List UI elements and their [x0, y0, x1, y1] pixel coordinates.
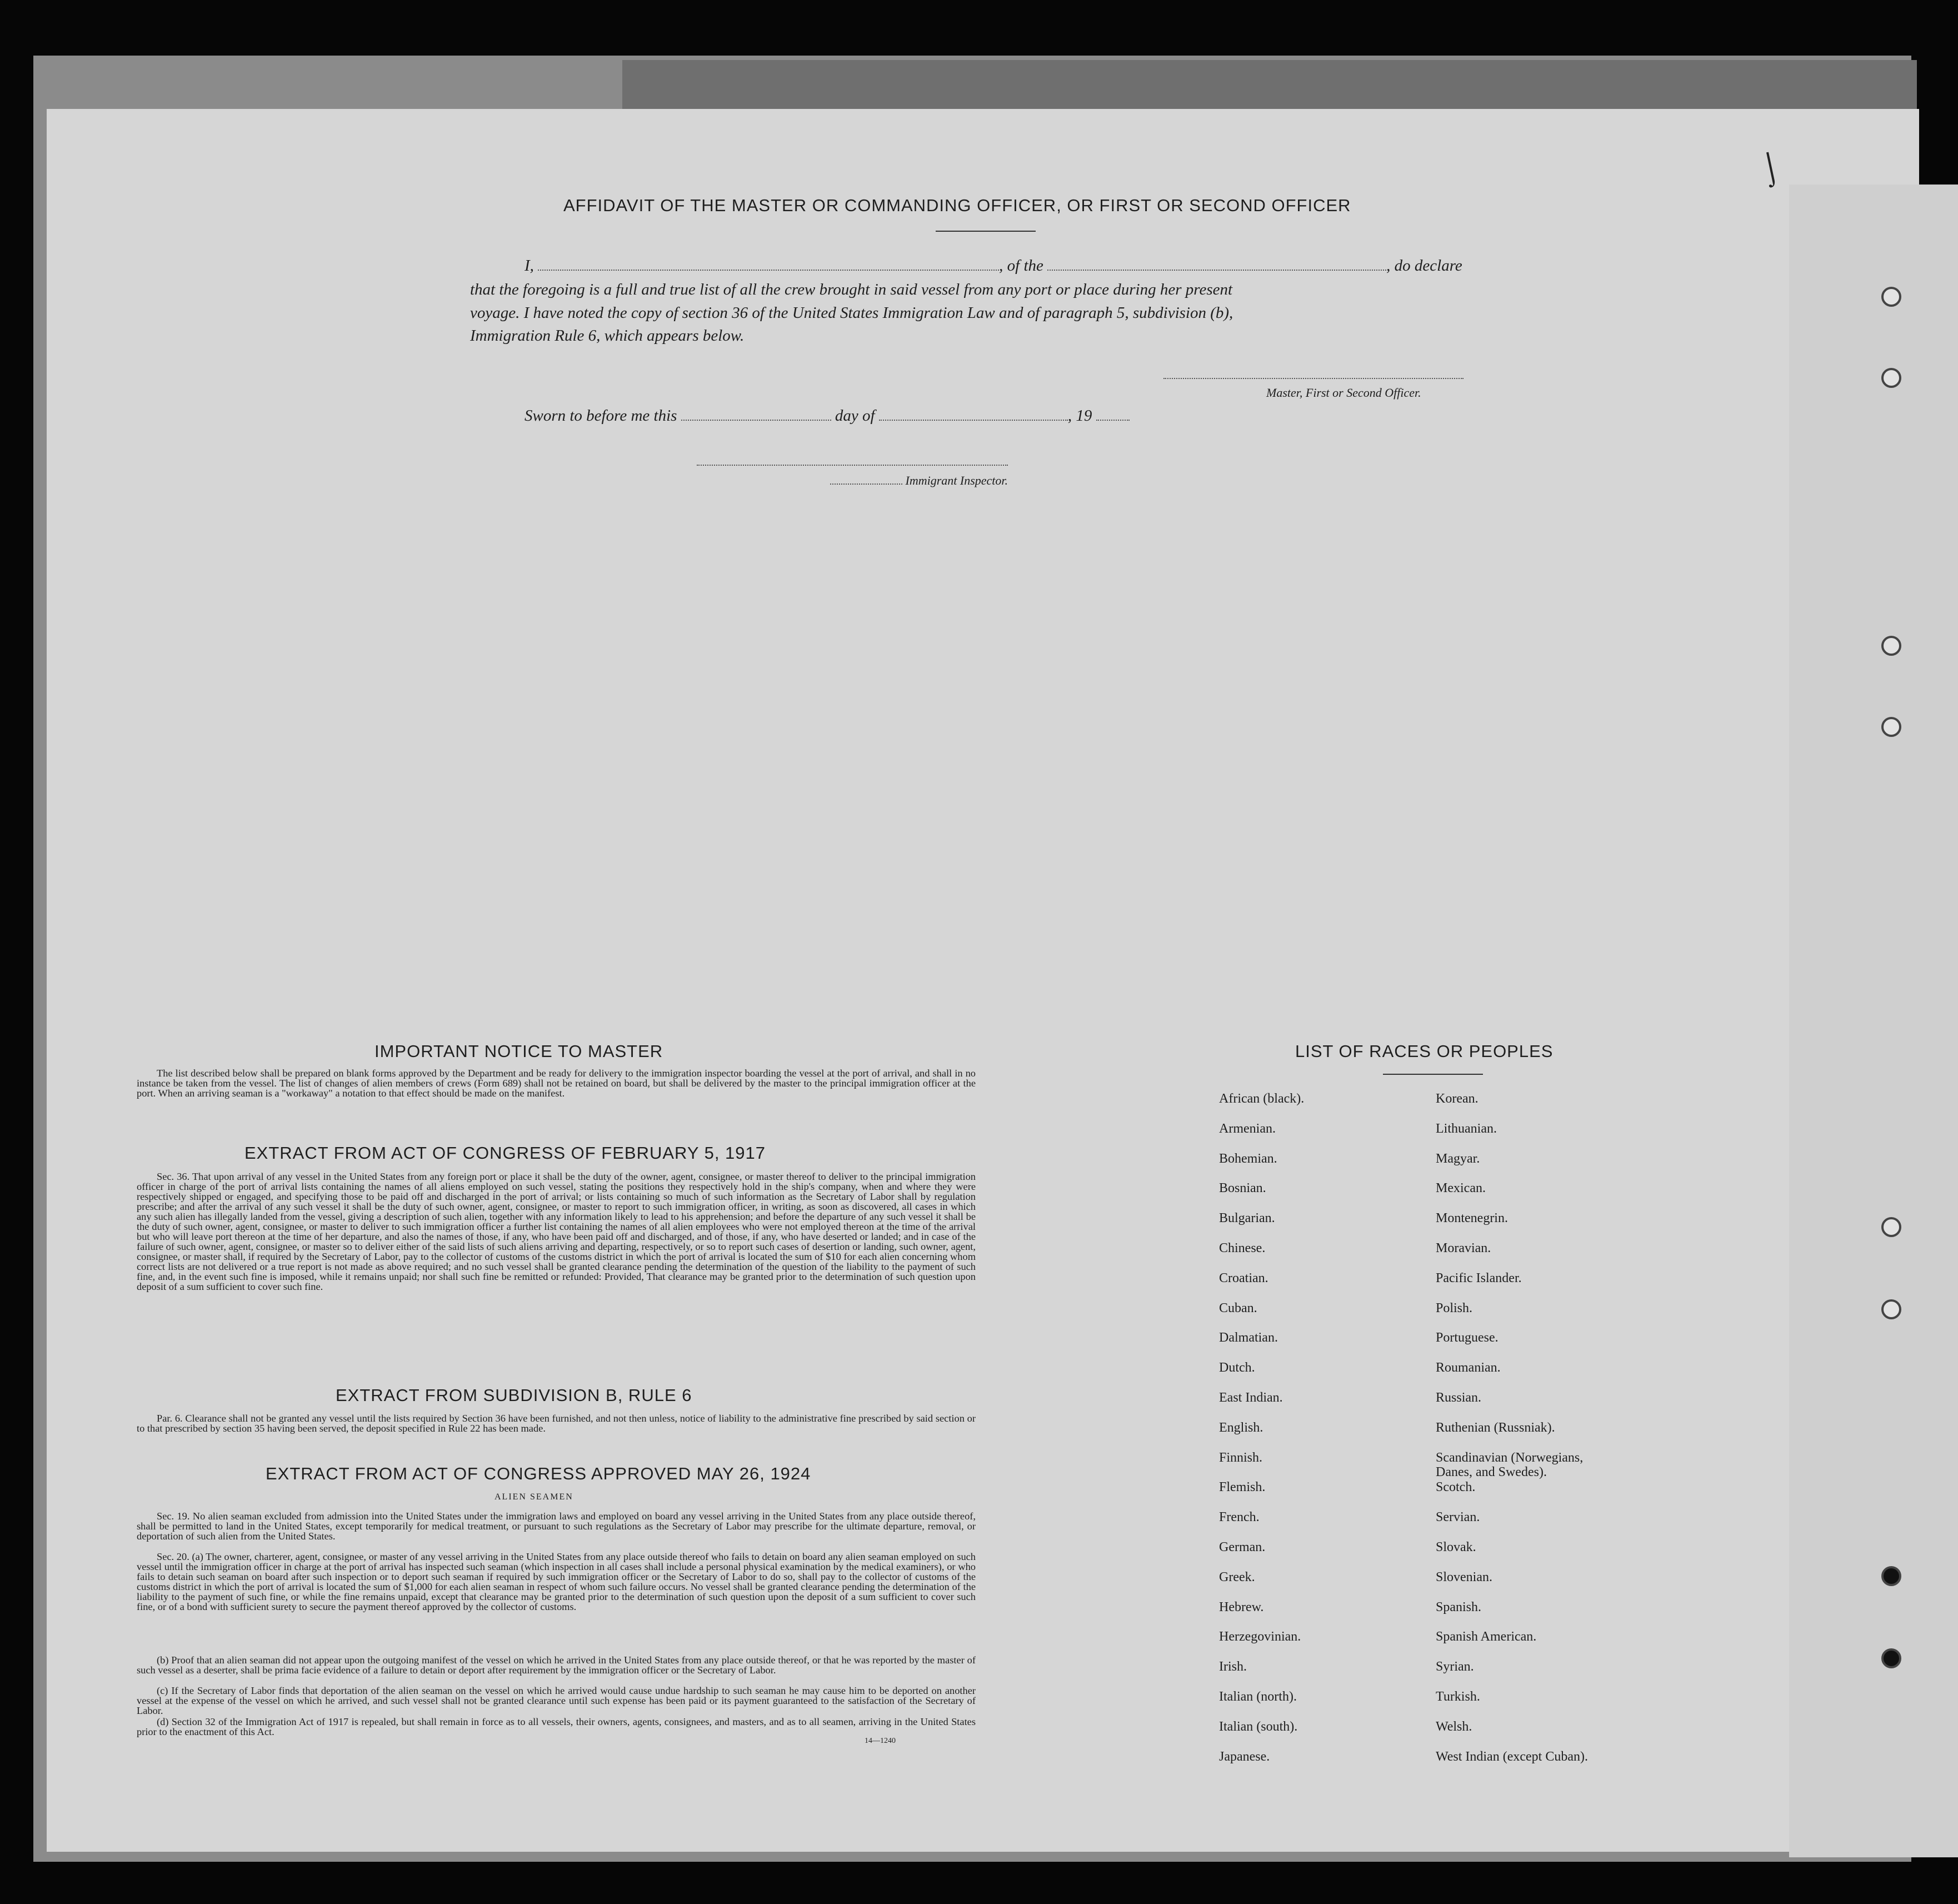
declare-i: I, — [525, 257, 534, 275]
race-item: Scotch. — [1436, 1480, 1476, 1495]
race-item: Flemish. — [1219, 1480, 1266, 1495]
race-item: Russian. — [1436, 1390, 1482, 1405]
race-item: Italian (south). — [1219, 1719, 1298, 1734]
sworn-day-blank[interactable] — [681, 417, 831, 421]
extract-1924-title: EXTRACT FROM ACT OF CONGRESS APPROVED MAY 26, 1924 — [266, 1464, 811, 1483]
race-item: Montenegrin. — [1436, 1211, 1508, 1226]
form-code: 14—1240 — [865, 1737, 896, 1745]
sworn-month-blank[interactable] — [879, 417, 1068, 421]
race-item: Armenian. — [1219, 1121, 1276, 1136]
race-item: Cuban. — [1219, 1300, 1257, 1315]
race-item: French. — [1219, 1510, 1260, 1525]
extract-1924-sec20b: (b) Proof that an alien seaman did not appear upon the outgoing manifest of the vessel on which he arrived in the United States from any place outside thereof, or that he was reported by the master of such vessel as a deserter, shall be prima facie evidence of a failure to detain or deport after requirement by the immigration officer or the Secretary of Labor. — [137, 1654, 976, 1676]
sworn-day-of: day of — [835, 407, 875, 425]
inspector-signature-line[interactable] — [697, 465, 1008, 466]
race-item: Irish. — [1219, 1659, 1247, 1674]
race-item: Japanese. — [1219, 1749, 1270, 1764]
notice-title: IMPORTANT NOTICE TO MASTER — [374, 1041, 663, 1061]
notice-text: The list described below shall be prepared on blank forms approved by the Department and be ready for delivery to the immigration inspector boarding the vessel at the port of arrival, and shall in no instance be taken from the vessel. The list of changes of alien members of crews (Form 689) shall not be retained on board, but shall be delivered by the master to the principal immigration officer at the port. When an arriving seaman is a "workaway" a notation to that effect should be made on the manifest. — [137, 1068, 976, 1099]
race-item: Herzegovinian. — [1219, 1629, 1301, 1644]
inspector-caption-text: Immigrant Inspector. — [905, 473, 1008, 487]
race-item: Welsh. — [1436, 1719, 1472, 1734]
binder-hole — [1881, 287, 1901, 307]
alien-seamen-subtitle: ALIEN SEAMEN — [495, 1492, 573, 1502]
race-item: Hebrew. — [1219, 1599, 1264, 1614]
race-item: Bulgarian. — [1219, 1211, 1275, 1226]
binder-hole — [1881, 1217, 1901, 1237]
race-item: Korean. — [1436, 1091, 1479, 1106]
race-item: Mexican. — [1436, 1181, 1486, 1196]
extract-rule6-title: EXTRACT FROM SUBDIVISION B, RULE 6 — [336, 1385, 692, 1405]
races-title: LIST OF RACES OR PEOPLES — [1295, 1041, 1554, 1061]
race-item: Moravian. — [1436, 1241, 1491, 1255]
extract-1924-sec20a: Sec. 20. (a) The owner, charterer, agent, consignee, or master of any vessel arriving in the United States from any place outside thereof who fails to detain on board any alien seaman employed on such vessel until the immigration officer in charge at the port of arrival has inspected such seaman (which inspection in all cases shall include a personal physical examination by the medical examiners), or who fails to detain such seaman on board after such inspection or to deport such seaman if required by such immigration officer or the Secretary of Labor to do so, shall pay to the collector of customs of the customs district in which the port of arrival is located the sum of $1,000 for each alien seaman in respect of whom such failure occurs. No vessel shall be granted clearance pending the determination of the liability to the payment of such fine, or while the fine remains unpaid, except that clearance may be granted prior to the determination of such question upon the deposit of a sum sufficient to cover such fine, or of a bond with sufficient surety to secure the payment thereof approved by the collector of customs. — [137, 1551, 976, 1612]
extract-1917-title: EXTRACT FROM ACT OF CONGRESS OF FEBRUARY 5, 1917 — [244, 1143, 766, 1163]
race-item: Dalmatian. — [1219, 1330, 1278, 1345]
race-item: Portuguese. — [1436, 1330, 1499, 1345]
race-item: Servian. — [1436, 1510, 1480, 1525]
declare-do-declare: , do declare — [1386, 257, 1462, 275]
race-item: Chinese. — [1219, 1241, 1266, 1255]
sworn-prefix: Sworn to before me this — [525, 407, 677, 425]
race-item: Bohemian. — [1219, 1151, 1277, 1166]
race-item: Dutch. — [1219, 1360, 1255, 1375]
race-item: Spanish. — [1436, 1599, 1482, 1614]
race-item: Polish. — [1436, 1300, 1473, 1315]
binder-hole — [1881, 368, 1901, 388]
race-item: Finnish. — [1219, 1450, 1263, 1465]
race-item: Scandinavian (Norwegians, Danes, and Swedes). — [1436, 1450, 1584, 1479]
inspector-name-blank[interactable] — [830, 481, 902, 485]
race-item: Greek. — [1219, 1569, 1255, 1584]
race-item: Turkish. — [1436, 1689, 1480, 1704]
sworn-line — [525, 407, 1130, 425]
sworn-year-prefix: , 19 — [1067, 407, 1092, 425]
declaration-line-2: that the foregoing is a full and true list of all the crew brought in said vessel from any port or place during her present — [470, 281, 1233, 298]
title-rule — [936, 231, 1036, 232]
master-signature-caption: Master, First or Second Officer. — [1266, 386, 1421, 400]
declarant-name-blank[interactable] — [538, 267, 999, 271]
race-item: Bosnian. — [1219, 1181, 1266, 1196]
right-page-edge — [1789, 185, 1958, 1857]
race-item: Pacific Islander. — [1436, 1270, 1522, 1285]
race-item: African (black). — [1219, 1091, 1305, 1106]
binder-hole — [1881, 717, 1901, 737]
master-signature-line[interactable] — [1163, 378, 1463, 379]
race-item: German. — [1219, 1540, 1266, 1554]
race-item: Syrian. — [1436, 1659, 1474, 1674]
race-item: Slovenian. — [1436, 1569, 1492, 1584]
race-item: West Indian (except Cuban). — [1436, 1749, 1588, 1764]
binder-hole — [1881, 1566, 1901, 1586]
extract-1917-text: Sec. 36. That upon arrival of any vessel in the United States from any foreign port or place it shall be the duty of the owner, agent, consignee, or master thereof to deliver to the principal immigration officer in charge of the port of arrival lists containing the names of all aliens employed on such vessel, stating the positions they respectively hold in the ship's company, when and where they were respectively shipped or engaged, and specifying those to be paid off and discharged in the port of arrival; or lists containing so much of such information as the Secretary of Labor shall by regulation prescribe; and after the arrival of any such vessel it shall be the duty of such owner, agent, consignee, or master to report to such immigration officer, in writing, as soon as discovered, all cases in which any such alien has illegally landed from the vessel, giving a description of such alien, together with any information likely to lead to his apprehension; and before the departure of any such vessel it shall be the duty of such owner, agent, consignee, or master to deliver to such immigration officer a further list containing the names of all alien employees who were not employed thereon at the time of the arrival but who will leave port thereon at the time of her departure, and also the names of those, if any, who have been paid off and discharged, and of those, if any, who have deserted or landed; and in case of the failure of such owner, agent, consignee, or master so to deliver either of the said lists of such aliens arriving and departing, respectively, or so to report such cases of desertion or landing, such owner, agent, consignee, or master shall, if required by the Secretary of Labor, pay to the collector of customs of the customs district in which the port of arrival is located the sum of $10 for each alien concerning whom correct lists are not delivered or a true report is not made as above required; and no such vessel shall be granted clearance pending the determination of the question of the liability to the payment of such fine, and, in the event such fine is imposed, while it remains unpaid; nor shall such fine be remitted or refunded: Provided, That clearance may be granted prior to the determination of such question upon deposit of a sum sufficient to cover such fine. — [137, 1171, 976, 1292]
binder-hole — [1881, 636, 1901, 656]
races-title-rule — [1383, 1074, 1483, 1075]
race-item: Lithuanian. — [1436, 1121, 1497, 1136]
race-item: Italian (north). — [1219, 1689, 1297, 1704]
affidavit-title: AFFIDAVIT OF THE MASTER OR COMMANDING OFFICER, OR FIRST OR SECOND OFFICER — [563, 196, 1351, 215]
race-item: Magyar. — [1436, 1151, 1480, 1166]
binder-hole — [1881, 1648, 1901, 1668]
declaration-line-4: Immigration Rule 6, which appears below. — [470, 327, 745, 345]
race-item: Spanish American. — [1436, 1629, 1537, 1644]
declaration-line-3: voyage. I have noted the copy of section 36 of the United States Immigration Law and of paragraph 5, subdivision (b), — [470, 304, 1233, 322]
race-item: Croatian. — [1219, 1270, 1268, 1285]
race-item: Ruthenian (Russniak). — [1436, 1420, 1555, 1435]
race-item: Roumanian. — [1436, 1360, 1501, 1375]
sworn-year-blank[interactable] — [1096, 417, 1130, 421]
file-tab-strip — [622, 60, 1917, 113]
corner-handwriting: ⌡ — [1757, 149, 1784, 187]
binder-hole — [1881, 1299, 1901, 1319]
race-item: Slovak. — [1436, 1540, 1476, 1554]
extract-1924-sec20c: (c) If the Secretary of Labor finds that deportation of the alien seaman on the vessel on which he arrived would cause undue hardship to such seaman he may cause him to be deported on another vessel at the expense of the vessel on which he arrived, and such vessel shall not be granted clearance until such expense has been paid or its payment guaranteed to the satisfaction of the Secretary of Labor. — [137, 1685, 976, 1716]
extract-1924-sec20d: (d) Section 32 of the Immigration Act of 1917 is repealed, but shall remain in force as to all vessels, their owners, agents, consignees, and masters, and as to all seamen, arriving in the United States prior to the enactment of this Act. — [137, 1716, 976, 1737]
declare-of-the: , of the — [999, 257, 1043, 275]
extract-rule6-text: Par. 6. Clearance shall not be granted any vessel until the lists required by Section 36 have been furnished, and not then unless, notice of liability to the administrative fine prescribed by said section or to that prescribed by section 35 having been served, the deposit specified in Rule 22 has been made. — [137, 1413, 976, 1434]
race-item: English. — [1219, 1420, 1263, 1435]
race-item: East Indian. — [1219, 1390, 1283, 1405]
manifest-page — [47, 109, 1919, 1852]
inspector-signature-caption — [830, 473, 1008, 488]
extract-1924-sec19: Sec. 19. No alien seaman excluded from admission into the United States under the immigration laws and employed on board any vessel arriving in the United States from any place outside thereof, shall be permitted to land in the United States, except temporarily for medical treatment, or pursuant to such regulations as the Secretary of Labor may prescribe for the ultimate departure, removal, or deportation of such alien from the United States. — [137, 1511, 976, 1542]
vessel-name-blank[interactable] — [1047, 267, 1386, 271]
declaration-line-1 — [525, 257, 1462, 275]
